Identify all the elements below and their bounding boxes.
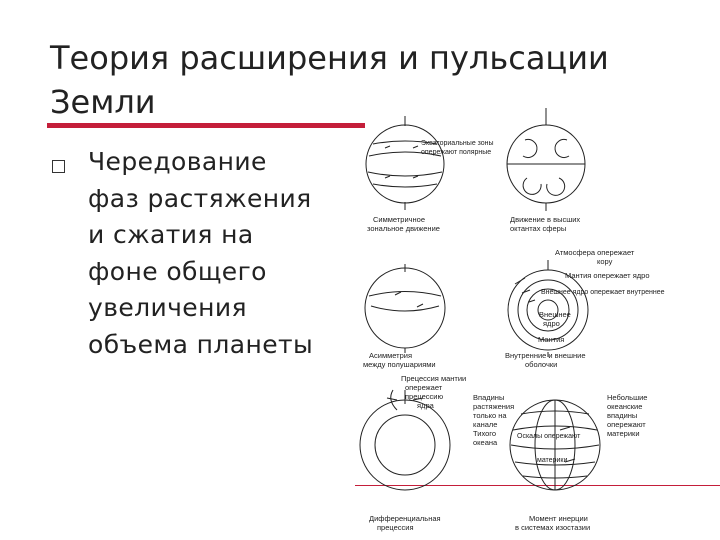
label-mantle: Мантия bbox=[538, 335, 565, 344]
label-basins-3: только на bbox=[473, 411, 507, 420]
label-crust: кору bbox=[597, 257, 613, 266]
label-core: ядро bbox=[543, 319, 560, 328]
bullet-text: Чередование фаз растяжения и сжатия на фоне общего увеличения объема планеты bbox=[88, 147, 314, 359]
label-small-3: впадины bbox=[607, 411, 638, 420]
label-basins-2: растяжения bbox=[473, 402, 515, 411]
label-basins-5: Тихого bbox=[473, 429, 497, 438]
label-basins-4: канале bbox=[473, 420, 498, 429]
label-atmosphere: Атмосфера опережает bbox=[555, 248, 635, 257]
caption-panel-6b: в системах изостазии bbox=[515, 523, 591, 532]
label-small-2: океанские bbox=[607, 402, 643, 411]
caption-panel-4a: Внутренние и внешние bbox=[505, 351, 586, 360]
caption-panel-3b: между полушариями bbox=[363, 360, 436, 369]
caption-panel-6a: Момент инерции bbox=[529, 514, 588, 523]
caption-panel-5b: прецессия bbox=[377, 523, 414, 532]
label-small-1: Небольшие bbox=[607, 393, 648, 402]
panel-symmetric-globe bbox=[366, 116, 444, 210]
figure-svg bbox=[355, 100, 720, 540]
caption-panel-2b: октантах сферы bbox=[510, 224, 567, 233]
slide-title: Теория расширения и пульсации Земли bbox=[50, 39, 609, 121]
caption-panel-4b: оболочки bbox=[525, 360, 558, 369]
label-outer: Внешнее bbox=[539, 310, 571, 319]
caption-panel-2a: Движение в высших bbox=[510, 215, 581, 224]
caption-panel-5a: Дифференциальная bbox=[369, 514, 441, 523]
panel-asymmetry-globe bbox=[365, 264, 445, 353]
caption-panel-3a: Асимметрия bbox=[369, 351, 413, 360]
label-precession-2: опережает bbox=[405, 383, 443, 392]
panel-octant-globe bbox=[507, 108, 585, 211]
label-small-5: материки bbox=[607, 429, 640, 438]
caption-panel-1a: Симметричное bbox=[373, 215, 426, 224]
bullet-square-icon bbox=[52, 160, 65, 173]
label-basins-6: океана bbox=[473, 438, 498, 447]
label-precession-1: Прецессия мантии bbox=[401, 374, 467, 383]
label-equatorial-2: опережают полярные bbox=[421, 149, 492, 156]
title-accent-bar bbox=[47, 123, 365, 128]
label-precession-3: прецессию bbox=[405, 392, 444, 401]
label-precession-4: ядра bbox=[417, 401, 434, 410]
earth-motion-figure bbox=[355, 100, 720, 540]
label-equatorial: Экваториальные зоны bbox=[421, 140, 494, 147]
label-small-4: опережают bbox=[607, 420, 646, 429]
panel-precession-globe bbox=[360, 390, 450, 490]
label-ridges: Оскалы опережают bbox=[517, 433, 581, 440]
label-mantle-core: Мантия опережает ядро bbox=[565, 271, 650, 280]
label-outer-core: Внешнее ядро опережает внутреннее bbox=[541, 289, 665, 296]
label-basins-1: Впадины bbox=[473, 393, 505, 402]
panel-isostasy-globe bbox=[510, 400, 600, 490]
label-continents: материки bbox=[537, 457, 568, 464]
caption-panel-1b: зональное движение bbox=[367, 224, 440, 233]
